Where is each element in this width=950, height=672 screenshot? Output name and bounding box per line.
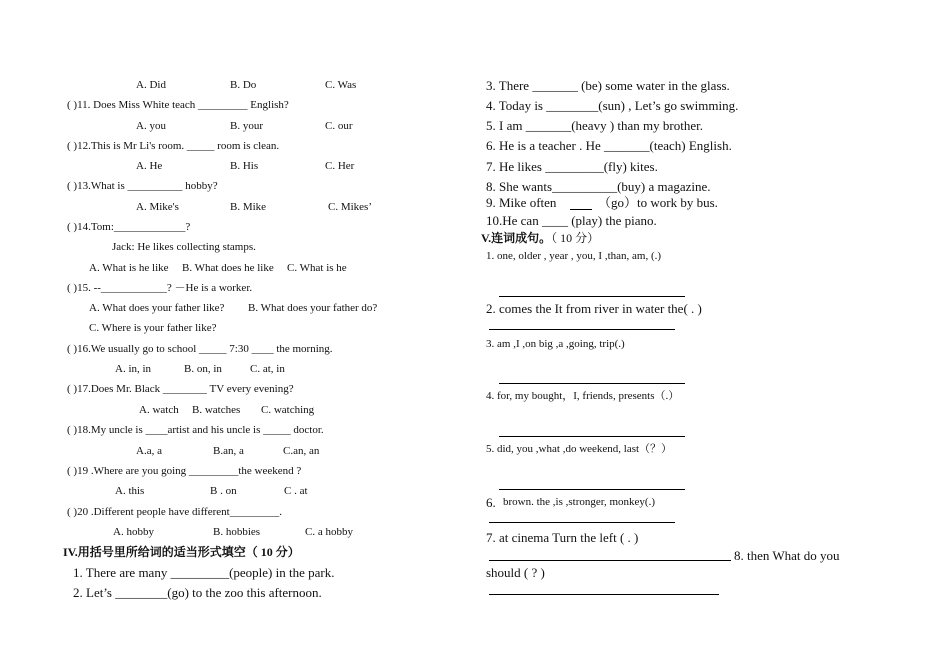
- q16-option-c: C. at, in: [250, 363, 285, 375]
- question-18: ( )18.My uncle is ____artist and his uncle is _____ doctor.: [67, 424, 324, 436]
- fill-blank-4: 4. Today is ________(sun) , Let’s go swimming.: [486, 98, 739, 113]
- q19-option-c: C . at: [284, 485, 308, 497]
- q11-option-a: A. you: [136, 120, 166, 132]
- question-12: ( )12.This is Mr Li's room. _____ room is clean.: [67, 140, 280, 152]
- section-5-title: V.连词成句。: [481, 231, 552, 245]
- section-4-title: IV.用括号里所给词的适当形式填空: [63, 545, 246, 559]
- q10-option-c: C. Was: [325, 79, 357, 91]
- section-5-heading: [481, 232, 599, 244]
- q16-option-a: A. in, in: [115, 363, 152, 375]
- q13-option-a: A. Mike's: [136, 201, 179, 213]
- q19-option-a: A. this: [115, 485, 145, 497]
- q15-option-c: C. Where is your father like?: [89, 322, 217, 334]
- q13-option-b: B. Mike: [230, 201, 267, 213]
- q14-jack-line: Jack: He likes collecting stamps.: [112, 241, 256, 253]
- sentence-7-answer-line: [489, 560, 731, 561]
- sentence-3-answer-line: [499, 383, 685, 384]
- q18-option-a: A.a, a: [136, 445, 162, 457]
- fill-blank-9-prefix: 9. Mike often: [486, 195, 557, 210]
- q14-option-b: B. What does he like: [182, 262, 274, 274]
- section-4-heading: [63, 546, 300, 558]
- q17-option-c: C. watching: [261, 404, 315, 416]
- q11-option-b: B. your: [230, 120, 263, 132]
- sentence-5-words: 5. did, you ,what ,do weekend, last（？）: [486, 443, 673, 455]
- question-14: ( )14.Tom:_____________?: [67, 221, 191, 233]
- sentence-8-words: 8. then What do you: [734, 548, 840, 563]
- sentence-3-words: 3. am ,I ,on big ,a ,going, trip(.): [486, 338, 625, 350]
- q10-option-a: A. Did: [136, 79, 166, 91]
- fill-blank-9-line: [570, 209, 592, 210]
- fill-blank-2: 2. Let’s ________(go) to the zoo this afternoon.: [73, 585, 322, 600]
- fill-blank-9-suffix: （go）to work by bus.: [598, 195, 718, 210]
- sentence-5-answer-line: [499, 489, 685, 490]
- question-17: ( )17.Does Mr. Black ________ TV every evening?: [67, 383, 294, 395]
- question-19: ( )19 .Where are you going _________the weekend ?: [67, 465, 302, 477]
- q14-option-a: A. What is he like: [89, 262, 169, 274]
- sentence-6-words: brown. the ,is ,stronger, monkey(.): [503, 496, 656, 508]
- sentence-7-words: 7. at cinema Turn the left ( . ): [486, 530, 639, 545]
- q13-option-c: C. Mikes’: [328, 201, 372, 213]
- sentence-8-continued: should ( ? ): [486, 565, 545, 580]
- q12-option-a: A. He: [136, 160, 163, 172]
- sentence-1-answer-line: [499, 296, 685, 297]
- sentence-2-words: 2. comes the It from river in water the( . ): [486, 301, 702, 316]
- fill-blank-7: 7. He likes _________(fly) kites.: [486, 159, 658, 174]
- q20-option-c: C. a hobby: [305, 526, 353, 538]
- question-11: ( )11. Does Miss White teach _________ English?: [67, 99, 289, 111]
- fill-blank-8: 8. She wants__________(buy) a magazine.: [486, 179, 711, 194]
- q18-option-c: C.an, an: [283, 445, 320, 457]
- q19-option-b: B . on: [210, 485, 237, 497]
- fill-blank-10: 10.He can ____ (play) the piano.: [486, 213, 657, 228]
- q20-option-a: A. hobby: [113, 526, 154, 538]
- q12-option-c: C. Her: [325, 160, 355, 172]
- q18-option-b: B.an, a: [213, 445, 244, 457]
- sentence-2-answer-line: [489, 329, 675, 330]
- q12-option-b: B. His: [230, 160, 259, 172]
- question-20: ( )20 .Different people have different_________.: [67, 506, 282, 518]
- question-13: ( )13.What is __________ hobby?: [67, 180, 218, 192]
- sentence-4-words: 4. for, my bought，I, friends, presents（.）: [486, 390, 680, 402]
- q14-option-c: C. What is he: [287, 262, 347, 274]
- q17-option-a: A. watch: [139, 404, 179, 416]
- sentence-8-answer-line: [489, 594, 719, 595]
- q11-option-c: C. our: [325, 120, 353, 132]
- fill-blank-6: 6. He is a teacher . He _______(teach) English.: [486, 138, 732, 153]
- sentence-4-answer-line: [499, 436, 685, 437]
- sentence-6-number: 6.: [486, 495, 496, 510]
- fill-blank-1: 1. There are many _________(people) in the park.: [73, 565, 335, 580]
- q10-option-b: B. Do: [230, 79, 257, 91]
- q17-option-b: B. watches: [192, 404, 241, 416]
- question-15: ( )15. --____________? －He is a worker.: [67, 282, 253, 294]
- section-4-score: （ 10 分）: [245, 545, 300, 559]
- sentence-6-answer-line: [489, 522, 675, 523]
- fill-blank-3: 3. There _______ (be) some water in the glass.: [486, 78, 730, 93]
- q16-option-b: B. on, in: [184, 363, 222, 375]
- question-16: ( )16.We usually go to school _____ 7:30 ____ the morning.: [67, 343, 333, 355]
- q20-option-b: B. hobbies: [213, 526, 261, 538]
- section-5-score: （ 10 分）: [551, 231, 600, 245]
- q15-option-b: B. What does your father do?: [248, 302, 378, 314]
- sentence-1-words: 1. one, older , year , you, I ,than, am, (.): [486, 250, 662, 262]
- fill-blank-5: 5. I am _______(heavy ) than my brother.: [486, 118, 703, 133]
- q15-option-a: A. What does your father like?: [89, 302, 225, 314]
